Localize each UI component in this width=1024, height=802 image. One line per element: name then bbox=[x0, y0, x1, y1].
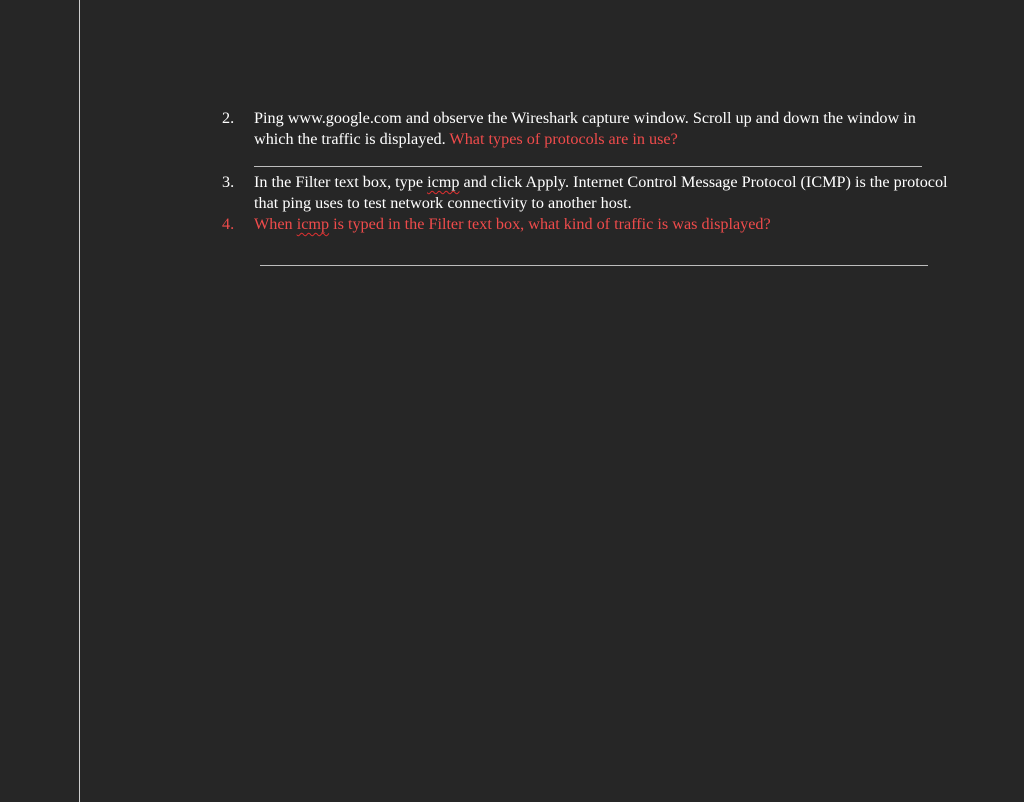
list-item-text bbox=[254, 214, 954, 235]
question-text-before: When bbox=[254, 215, 293, 233]
list-number: 3. bbox=[222, 173, 235, 191]
page-left-border bbox=[79, 0, 80, 802]
instruction-text-before: In the Filter text box, type bbox=[254, 173, 424, 191]
misspelled-keyword[interactable]: icmp bbox=[427, 173, 460, 191]
misspelled-keyword[interactable]: icmp bbox=[296, 215, 330, 233]
question-text-after: is typed in the Filter text box, what kind of traffic is was displayed? bbox=[333, 215, 771, 233]
list-item-text bbox=[254, 172, 954, 214]
list-item-text bbox=[254, 108, 954, 150]
answer-line-2[interactable] bbox=[254, 166, 922, 167]
answer-line-4[interactable] bbox=[260, 265, 928, 266]
question-text: What types of protocols are in use? bbox=[449, 130, 678, 148]
list-number: 4. bbox=[222, 215, 235, 233]
instruction-text: Ping www.google.com and observe the Wireshark capture window. Scroll up and down the window in which the traffic is displayed. bbox=[254, 109, 916, 148]
instruction-text-after: and click Apply. Internet Control Message Protocol (ICMP) is the protocol that ping uses to test network connectivity to another host. bbox=[254, 173, 948, 212]
list-number: 2. bbox=[222, 109, 235, 127]
